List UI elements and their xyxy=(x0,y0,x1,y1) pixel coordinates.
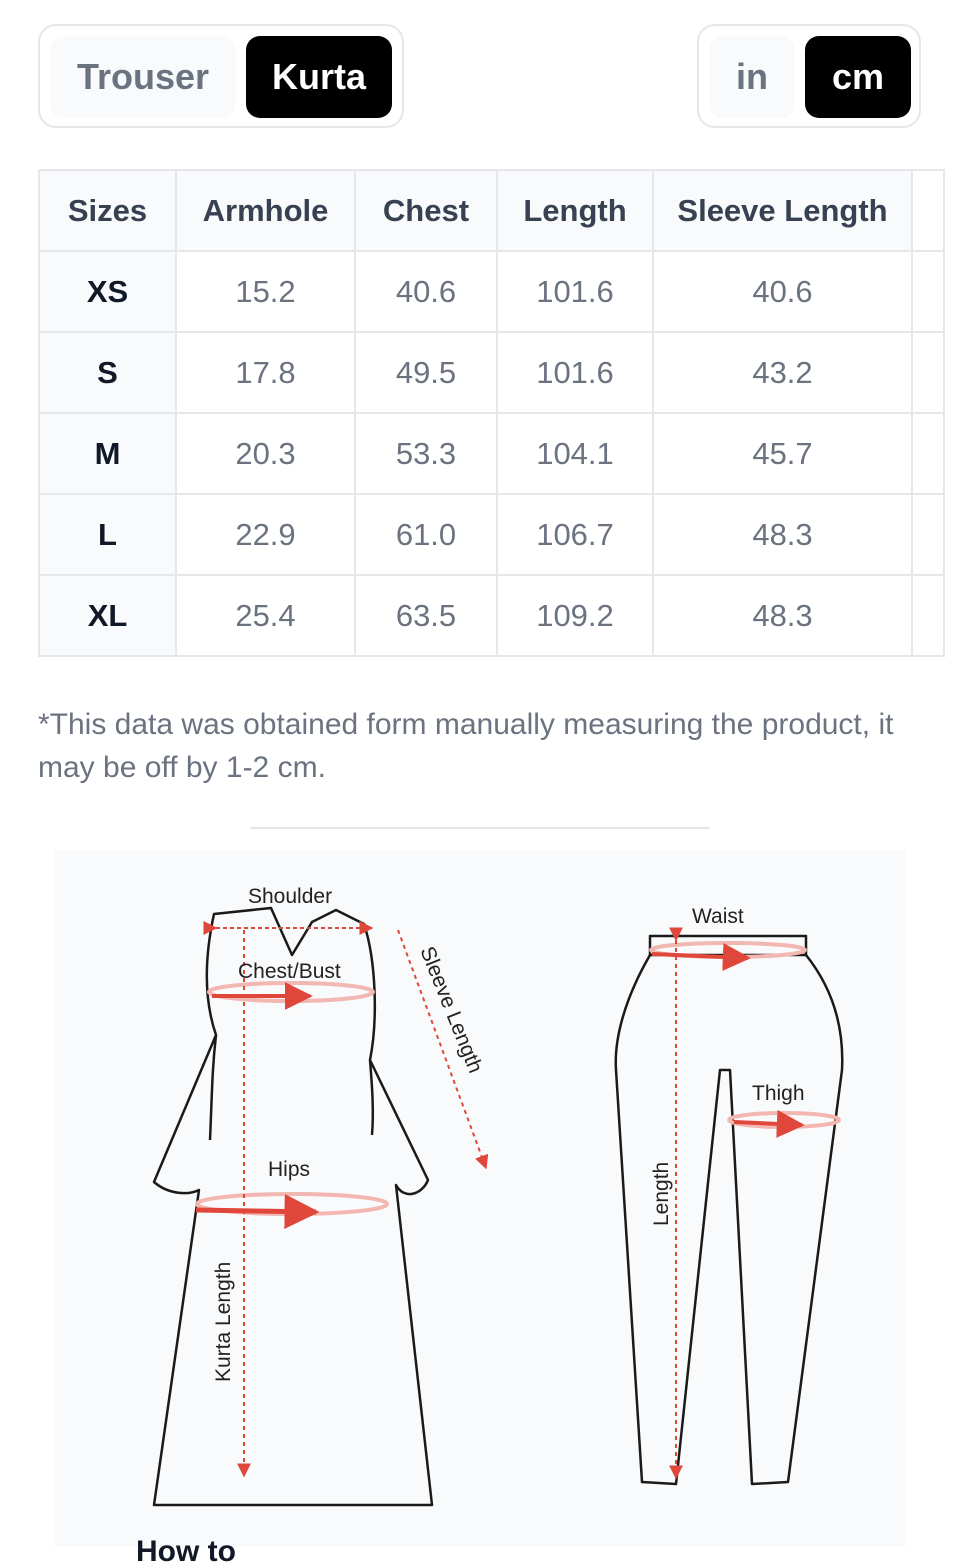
table-row xyxy=(39,575,944,656)
table-cell: 61.0 xyxy=(355,494,497,575)
table-overflow-column xyxy=(912,170,944,251)
inch-unit-button[interactable]: in xyxy=(709,36,795,118)
table-cell: 106.7 xyxy=(497,494,653,575)
column-header-length: Length xyxy=(497,170,653,251)
sleeve-length-label: Sleeve Length xyxy=(415,943,487,1077)
table-cell: 101.6 xyxy=(497,251,653,332)
thigh-label: Thigh xyxy=(752,1082,805,1105)
measurement-diagram xyxy=(54,850,906,1547)
table-overflow-cell xyxy=(912,494,944,575)
table-cell: 15.2 xyxy=(176,251,355,332)
chest-bust-label: Chest/Bust xyxy=(238,960,341,983)
table-row xyxy=(39,251,944,332)
size-label: XS xyxy=(39,251,176,332)
table-cell: 25.4 xyxy=(176,575,355,656)
table-cell: 53.3 xyxy=(355,413,497,494)
size-chart-table xyxy=(38,169,945,657)
trouser-measurements xyxy=(651,940,839,1478)
size-label: S xyxy=(39,332,176,413)
size-label: M xyxy=(39,413,176,494)
table-cell: 48.3 xyxy=(653,494,912,575)
unit-toggle xyxy=(697,24,921,128)
column-header-chest: Chest xyxy=(355,170,497,251)
table-cell: 43.2 xyxy=(653,332,912,413)
table-cell: 40.6 xyxy=(355,251,497,332)
table-cell: 49.5 xyxy=(355,332,497,413)
waist-label: Waist xyxy=(692,905,744,928)
table-cell: 45.7 xyxy=(653,413,912,494)
size-label: XL xyxy=(39,575,176,656)
column-header-sleeve-length: Sleeve Length xyxy=(653,170,912,251)
table-row xyxy=(39,413,944,494)
hips-label: Hips xyxy=(268,1158,311,1181)
measurement-illustration xyxy=(54,850,906,1547)
measurement-disclaimer: *This data was obtained form manually measuring the product, it may be off by 1-2 cm. xyxy=(38,708,894,784)
cm-unit-button[interactable]: cm xyxy=(805,36,911,118)
table-header-row xyxy=(39,170,944,251)
column-header-sizes: Sizes xyxy=(39,170,176,251)
trouser-tab[interactable]: Trouser xyxy=(50,36,236,118)
table-cell: 20.3 xyxy=(176,413,355,494)
next-section-heading-text: How to xyxy=(136,1535,236,1568)
table-cell: 101.6 xyxy=(497,332,653,413)
kurta-length-label: Kurta Length xyxy=(212,1261,235,1382)
section-divider xyxy=(250,827,710,829)
table-cell: 104.1 xyxy=(497,413,653,494)
table-overflow-cell xyxy=(912,251,944,332)
table-cell: 63.5 xyxy=(355,575,497,656)
table-row xyxy=(39,494,944,575)
table-cell: 17.8 xyxy=(176,332,355,413)
garment-toggle xyxy=(38,24,404,128)
trouser-length-label: Length xyxy=(650,1161,673,1226)
table-row xyxy=(39,332,944,413)
table-cell: 109.2 xyxy=(497,575,653,656)
table-cell: 22.9 xyxy=(176,494,355,575)
shoulder-label: Shoulder xyxy=(248,885,333,908)
kurta-tab[interactable]: Kurta xyxy=(246,36,392,118)
table-overflow-cell xyxy=(912,575,944,656)
column-header-armhole: Armhole xyxy=(176,170,355,251)
table-overflow-cell xyxy=(912,413,944,494)
next-section-heading xyxy=(136,1533,276,1568)
table-overflow-cell xyxy=(912,332,944,413)
table-cell: 48.3 xyxy=(653,575,912,656)
table-cell: 40.6 xyxy=(653,251,912,332)
size-label: L xyxy=(39,494,176,575)
